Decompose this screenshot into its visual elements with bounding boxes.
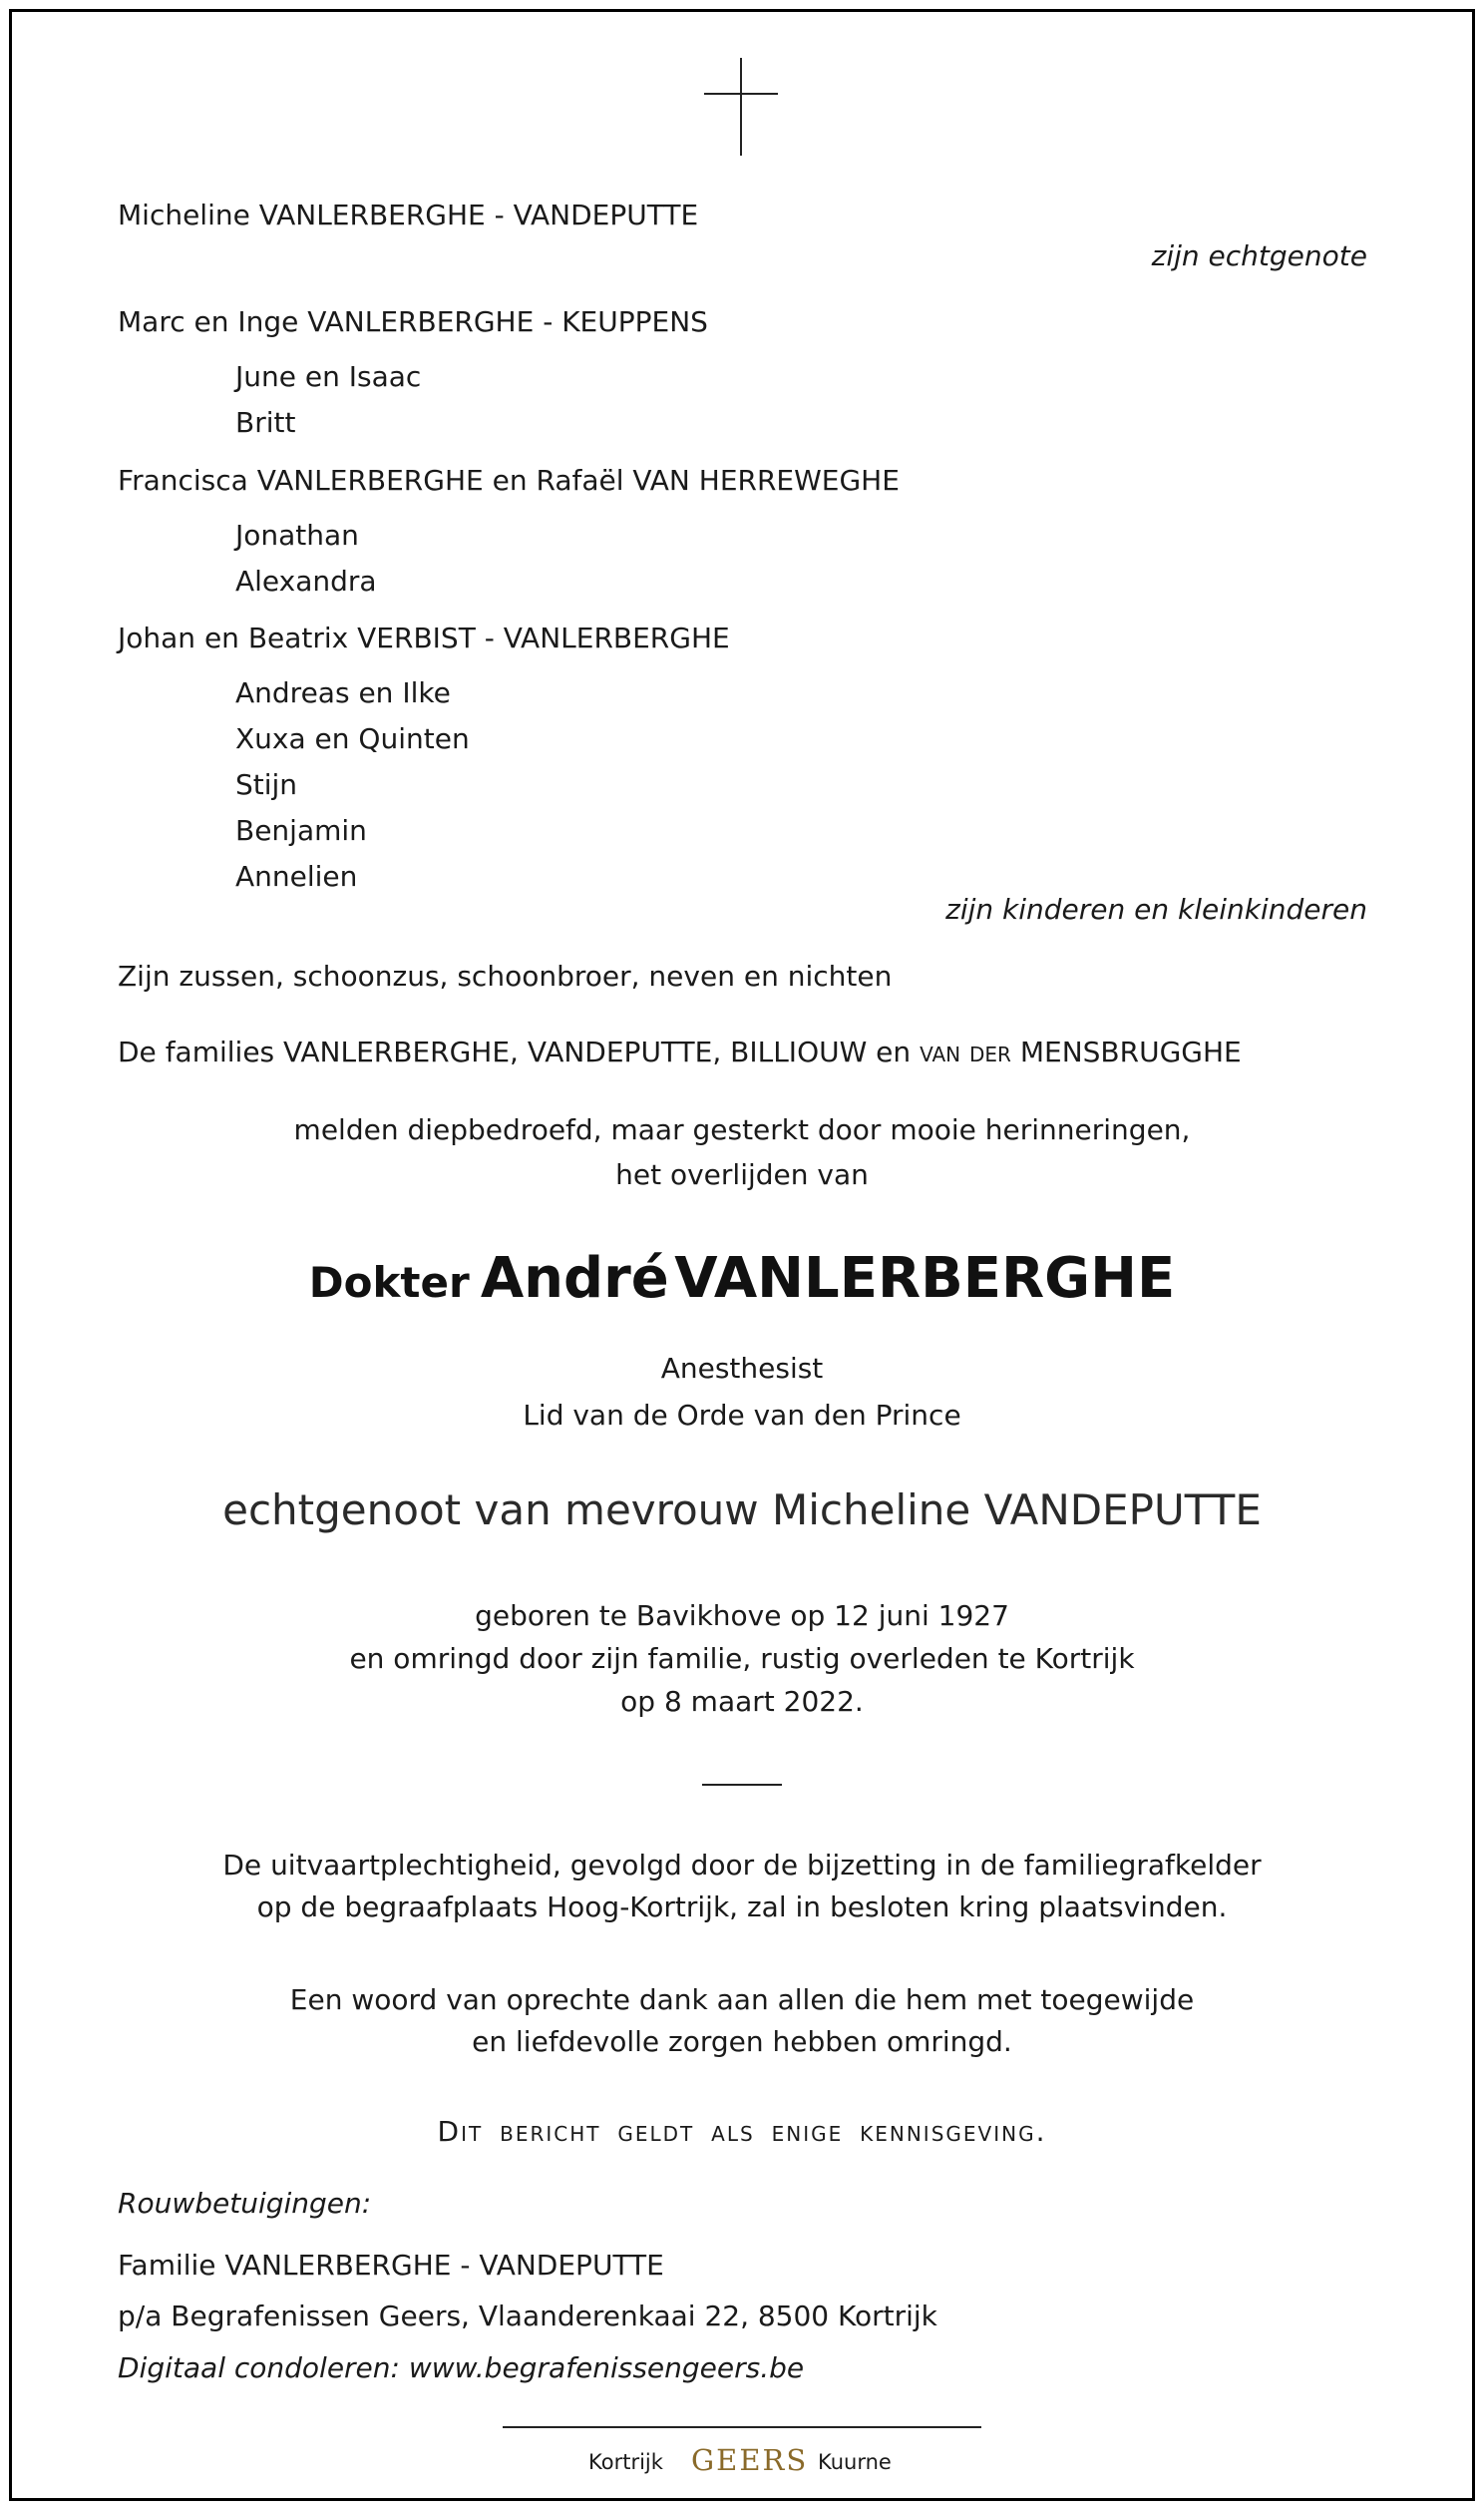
footer-left: Kortrijk	[588, 2450, 663, 2474]
announce-line2: het overlijden van	[615, 1158, 869, 1191]
families-suffix: MENSBRUGGHE	[1010, 1036, 1242, 1068]
died-line1: en omringd door zijn familie, rustig overleden te Kortrijk	[349, 1642, 1135, 1675]
child-couple: Marc en Inge VANLERBERGHE - KEUPPENS	[118, 305, 708, 338]
spouse-name: Micheline VANLERBERGHE - VANDEPUTTE	[118, 199, 699, 231]
footer-rule	[503, 2426, 981, 2428]
died-line2: op 8 maart 2022.	[620, 1685, 864, 1718]
condolences-online: Digitaal condoleren: www.begrafenissengeers.be	[118, 2351, 805, 2384]
spouse-role: zijn echtgenote	[1151, 239, 1367, 272]
children-role: zijn kinderen en kleinkinderen	[945, 893, 1367, 926]
condolences-family: Familie VANLERBERGHE - VANDEPUTTE	[118, 2249, 664, 2282]
child-couple: Johan en Beatrix VERBIST - VANLERBERGHE	[118, 622, 730, 654]
condolences-address: p/a Begrafenissen Geers, Vlaanderenkaai 22, 8500 Kortrijk	[118, 2300, 937, 2332]
families-prefix: De families VANLERBERGHE, VANDEPUTTE, BILLIOUW en	[118, 1036, 921, 1068]
cross-icon	[704, 58, 778, 156]
grandchild: Stijn	[235, 768, 298, 801]
grandchild: Jonathan	[235, 519, 359, 552]
grandchild: Annelien	[235, 860, 358, 893]
families-particle: van der	[920, 1036, 1011, 1068]
deceased-title: Dokter	[308, 1258, 470, 1307]
deceased-last: VANLERBERGHE	[674, 1246, 1176, 1311]
grandchild: Andreas en Ilke	[235, 676, 451, 709]
divider	[702, 1784, 782, 1786]
geers-logo: GEERS	[691, 2443, 809, 2477]
deceased-name	[0, 1247, 1484, 1324]
families-line	[118, 1036, 1242, 1069]
grandchild: June en Isaac	[235, 360, 422, 393]
notice-line: Dit bericht geldt als enige kennisgeving.	[437, 2115, 1047, 2148]
funeral-line2: op de begraafplaats Hoog-Kortrijk, zal in besloten kring plaatsvinden.	[256, 1890, 1228, 1923]
deceased-profession: Anesthesist	[660, 1352, 824, 1385]
grandchild: Benjamin	[235, 814, 367, 847]
grandchild: Alexandra	[235, 565, 377, 598]
grandchild: Xuxa en Quinten	[235, 722, 470, 755]
footer-right: Kuurne	[818, 2450, 892, 2474]
grandchild: Britt	[235, 406, 296, 439]
deceased-first: André	[480, 1246, 669, 1311]
condolences-heading: Rouwbetuigingen:	[118, 2187, 372, 2220]
born-line: geboren te Bavikhove op 12 juni 1927	[475, 1599, 1009, 1632]
deceased-honor: Lid van de Orde van den Prince	[523, 1399, 961, 1432]
thanks-line1: Een woord van oprechte dank aan allen die hem met toegewijde	[289, 1983, 1195, 2016]
announce-line1: melden diepbedroefd, maar gesterkt door mooie herinneringen,	[293, 1113, 1191, 1146]
spouse-line: echtgenoot van mevrouw Micheline VANDEPUTTE	[222, 1485, 1262, 1534]
child-couple: Francisca VANLERBERGHE en Rafaël VAN HERREWEGHE	[118, 464, 900, 497]
funeral-line1: De uitvaartplechtigheid, gevolgd door de bijzetting in de familiegrafkelder	[222, 1849, 1262, 1882]
siblings-line: Zijn zussen, schoonzus, schoonbroer, neven en nichten	[118, 960, 893, 993]
thanks-line2: en liefdevolle zorgen hebben omringd.	[472, 2025, 1012, 2058]
